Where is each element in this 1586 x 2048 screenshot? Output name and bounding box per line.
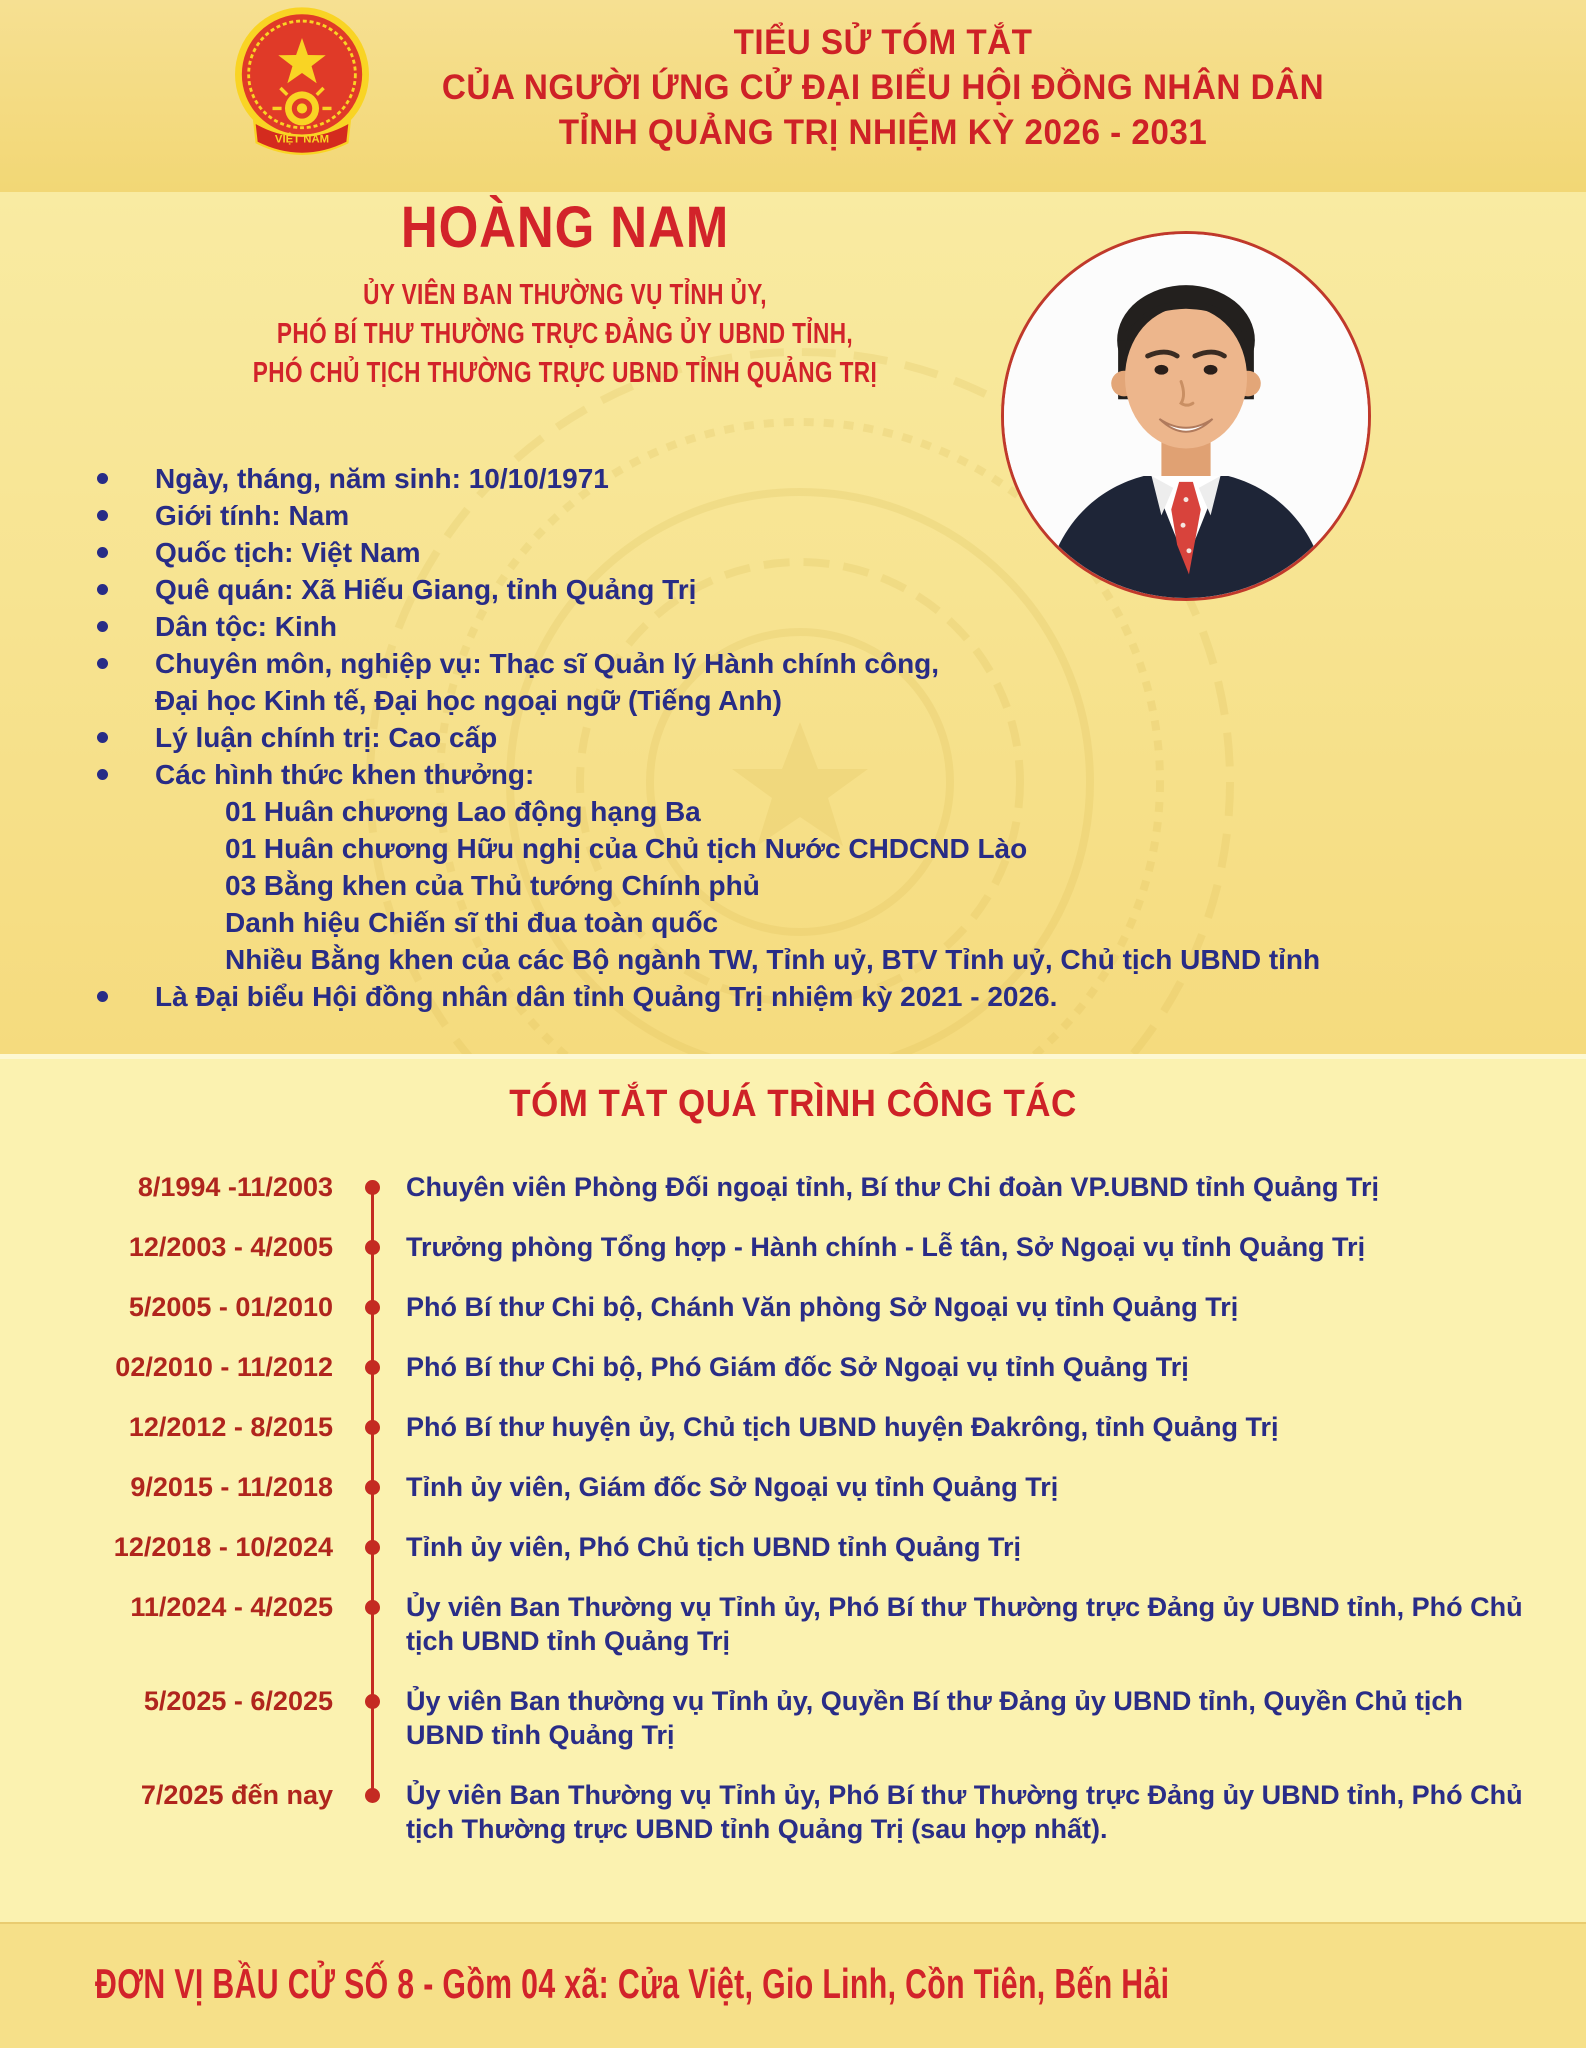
bullet-icon	[97, 621, 108, 632]
list-item	[95, 645, 1566, 682]
emblem-banner-label: VIỆT NAM	[274, 133, 330, 146]
bullet-icon	[97, 584, 108, 595]
timeline-dot-icon	[365, 1694, 380, 1709]
timeline-dot-icon	[365, 1788, 380, 1803]
timeline-role: Trưởng phòng Tổng hợp - Hành chính - Lễ tân, Sở Ngoại vụ tỉnh Quảng Trị	[406, 1232, 1366, 1262]
timeline-row	[95, 1290, 1566, 1324]
timeline-period: 12/2003 - 4/2005	[128, 1232, 333, 1262]
timeline-dot-icon	[365, 1240, 380, 1255]
timeline-row	[95, 1170, 1566, 1204]
timeline-dot-icon	[365, 1180, 380, 1195]
list-item-text: Đại học Kinh tế, Đại học ngoại ngữ (Tiếng Anh)	[155, 685, 782, 716]
list-item-text: Ngày, tháng, năm sinh: 10/10/1971	[155, 463, 609, 494]
timeline-period: 02/2010 - 11/2012	[115, 1352, 333, 1382]
award-item-text: 01 Huân chương Hữu nghị của Chủ tịch Nước CHDCND Lào	[225, 833, 1028, 864]
career-timeline	[95, 1170, 1566, 1846]
candidate-titles	[171, 276, 959, 393]
award-item	[95, 867, 1566, 904]
timeline-row	[95, 1470, 1566, 1504]
career-section-title: TÓM TẮT QUÁ TRÌNH CÔNG TÁC	[509, 1083, 1077, 1125]
timeline-dot-icon	[365, 1420, 380, 1435]
list-item	[95, 571, 1566, 608]
timeline-dot-icon	[365, 1360, 380, 1375]
timeline-row	[95, 1778, 1566, 1846]
bullet-icon	[97, 547, 108, 558]
timeline-period: 9/2015 - 11/2018	[130, 1472, 333, 1502]
page-title	[329, 20, 1437, 155]
bullet-icon	[97, 473, 108, 484]
list-item	[95, 608, 1566, 645]
timeline-row	[95, 1684, 1566, 1752]
timeline-period: 12/2012 - 8/2015	[128, 1412, 333, 1442]
candidate-title-line-3: PHÓ CHỦ TỊCH THƯỜNG TRỰC UBND TỈNH QUẢNG TRỊ	[252, 357, 878, 389]
electoral-unit-text: ĐƠN VỊ BẦU CỬ SỐ 8 - Gồm 04 xã: Cửa Việt, Gio Linh, Cồn Tiên, Bến Hải	[95, 1960, 1170, 2007]
list-item-text: Lý luận chính trị: Cao cấp	[155, 722, 498, 753]
timeline-period: 8/1994 -11/2003	[137, 1172, 333, 1202]
list-item-text: Chuyên môn, nghiệp vụ: Thạc sĩ Quản lý Hành chính công,	[155, 648, 940, 679]
list-item	[95, 534, 1566, 571]
bullet-icon	[97, 732, 108, 743]
candidate-title-line-1: ỦY VIÊN BAN THƯỜNG VỤ TỈNH ỦY,	[363, 279, 767, 311]
bullet-icon	[97, 510, 108, 521]
list-item	[95, 978, 1566, 1015]
timeline-row	[95, 1410, 1566, 1444]
list-item-text: Các hình thức khen thưởng:	[155, 759, 535, 790]
timeline-role: Ủy viên Ban thường vụ Tỉnh ủy, Quyền Bí thư Đảng ủy UBND tỉnh, Quyền Chủ tịch UBND tỉnh Quảng Trị	[406, 1686, 1463, 1750]
timeline-role: Tỉnh ủy viên, Phó Chủ tịch UBND tỉnh Quảng Trị	[406, 1532, 1021, 1562]
list-item-text: Quê quán: Xã Hiếu Giang, tỉnh Quảng Trị	[155, 574, 697, 605]
timeline-row	[95, 1230, 1566, 1264]
award-item-text: Nhiều Bằng khen của các Bộ ngành TW, Tỉnh uỷ, BTV Tỉnh uỷ, Chủ tịch UBND tỉnh	[225, 944, 1321, 975]
list-item-text: Là Đại biểu Hội đồng nhân dân tỉnh Quảng Trị nhiệm kỳ 2021 - 2026.	[155, 981, 1058, 1012]
award-item-text: 03 Bằng khen của Thủ tướng Chính phủ	[225, 870, 760, 901]
timeline-dot-icon	[365, 1540, 380, 1555]
personal-info-list	[95, 460, 1566, 1015]
header-band	[0, 0, 1586, 194]
timeline-role: Tỉnh ủy viên, Giám đốc Sở Ngoại vụ tỉnh Quảng Trị	[406, 1472, 1059, 1502]
timeline-role: Ủy viên Ban Thường vụ Tỉnh ủy, Phó Bí thư Thường trực Đảng ủy UBND tỉnh, Phó Chủ tịch Thường trực UBND tỉnh Quảng Trị (sau hợp nhất).	[406, 1780, 1523, 1844]
biography-section	[0, 192, 1586, 1054]
footer-band	[0, 1922, 1586, 2048]
timeline-row	[95, 1350, 1566, 1384]
page-title-line-2: CỦA NGƯỜI ỨNG CỬ ĐẠI BIỂU HỘI ĐỒNG NHÂN DÂN	[441, 68, 1325, 107]
timeline-period: 5/2005 - 01/2010	[128, 1292, 333, 1322]
award-item	[95, 793, 1566, 830]
timeline-period: 5/2025 - 6/2025	[143, 1686, 333, 1716]
timeline-row	[95, 1530, 1566, 1564]
page-title-line-1: TIỂU SỬ TÓM TẮT	[733, 23, 1033, 62]
bullet-icon	[97, 658, 108, 669]
timeline-dot-icon	[365, 1600, 380, 1615]
timeline-dot-icon	[365, 1300, 380, 1315]
timeline-period: 7/2025 đến nay	[140, 1780, 333, 1810]
candidate-name: HOÀNG NAM	[400, 195, 730, 260]
candidate-title-line-2: PHÓ BÍ THƯ THƯỜNG TRỰC ĐẢNG ỦY UBND TỈNH,	[276, 318, 854, 350]
timeline-row	[95, 1590, 1566, 1658]
award-item	[95, 904, 1566, 941]
list-item	[95, 756, 1566, 793]
timeline-role: Phó Bí thư Chi bộ, Phó Giám đốc Sở Ngoại vụ tỉnh Quảng Trị	[406, 1352, 1189, 1382]
timeline-role: Ủy viên Ban Thường vụ Tỉnh ủy, Phó Bí thư Thường trực Đảng ủy UBND tỉnh, Phó Chủ tịch UBND tỉnh Quảng Trị	[406, 1592, 1523, 1656]
timeline-period: 12/2018 - 10/2024	[113, 1532, 333, 1562]
list-item	[95, 497, 1566, 534]
list-item-text: Giới tính: Nam	[155, 500, 350, 531]
award-item	[95, 941, 1566, 978]
list-item	[95, 719, 1566, 756]
list-item-continuation	[95, 682, 1566, 719]
timeline-dot-icon	[365, 1480, 380, 1495]
timeline-role: Phó Bí thư Chi bộ, Chánh Văn phòng Sở Ngoại vụ tỉnh Quảng Trị	[406, 1292, 1239, 1322]
award-item-text: Danh hiệu Chiến sĩ thi đua toàn quốc	[225, 907, 719, 938]
award-item	[95, 830, 1566, 867]
list-item-text: Dân tộc: Kinh	[155, 611, 337, 642]
timeline-period: 11/2024 - 4/2025	[130, 1592, 333, 1622]
list-item-text: Quốc tịch: Việt Nam	[155, 537, 421, 568]
timeline-role: Phó Bí thư huyện ủy, Chủ tịch UBND huyện Đakrông, tỉnh Quảng Trị	[406, 1412, 1279, 1442]
page-title-line-3: TỈNH QUẢNG TRỊ NHIỆM KỲ 2026 - 2031	[558, 113, 1208, 152]
timeline-role: Chuyên viên Phòng Đối ngoại tỉnh, Bí thư Chi đoàn VP.UBND tỉnh Quảng Trị	[406, 1172, 1380, 1202]
list-item	[95, 460, 1566, 497]
career-section	[0, 1054, 1586, 1927]
bullet-icon	[97, 991, 108, 1002]
bullet-icon	[97, 769, 108, 780]
award-item-text: 01 Huân chương Lao động hạng Ba	[225, 796, 701, 827]
